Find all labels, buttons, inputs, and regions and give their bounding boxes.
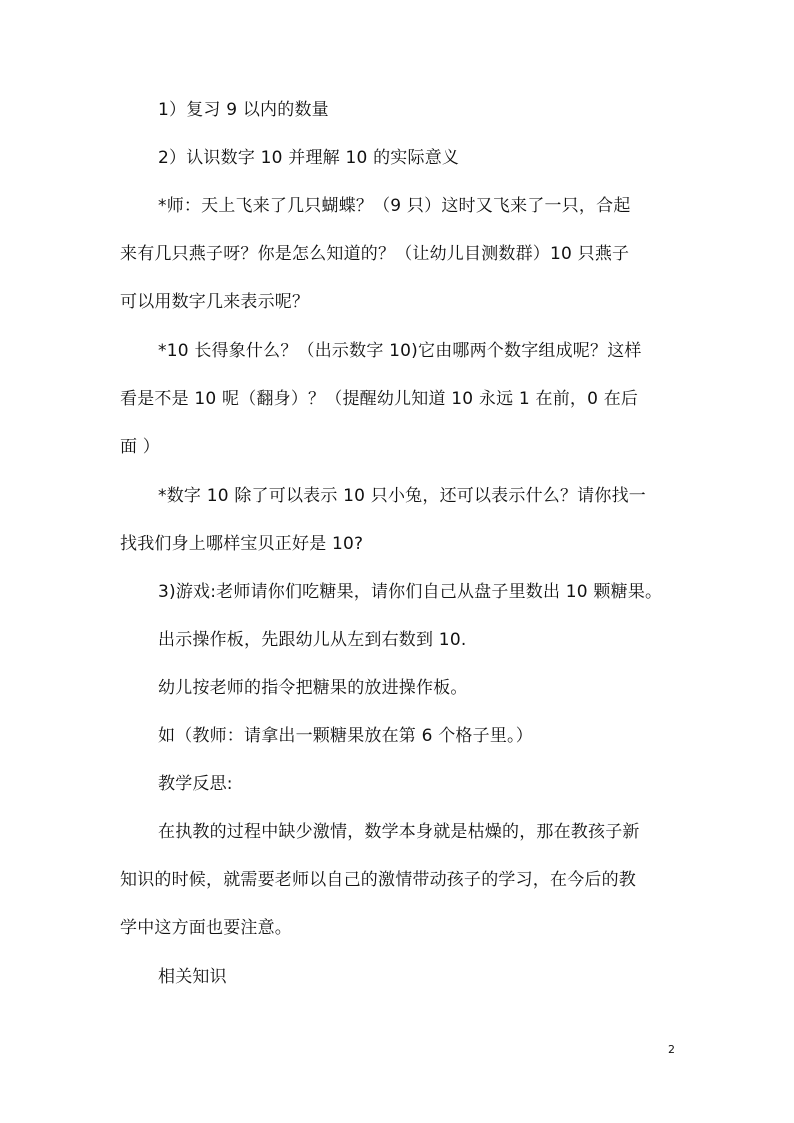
text-line: 来有几只燕子呀？你是怎么知道的？（让幼儿目测数群）10 只燕子 xyxy=(120,244,630,264)
text-line: 看是不是 10 呢（翻身）？（提醒幼儿知道 10 永远 1 在前，0 在后 xyxy=(120,389,639,409)
text-line: 教学反思: xyxy=(158,774,233,794)
text-line: 在执教的过程中缺少激情，数学本身就是枯燥的，那在教孩子新 xyxy=(158,822,640,842)
page-number: 2 xyxy=(668,1043,675,1056)
text-line: 面 ） xyxy=(120,437,161,457)
text-line: 1）复习 9 以内的数量 xyxy=(158,100,329,120)
text-line: *10 长得象什么？（出示数字 10)它由哪两个数字组成呢？这样 xyxy=(158,341,642,361)
text-line: 3)游戏:老师请你们吃糖果，请你们自己从盘子里数出 10 颗糖果。 xyxy=(158,582,663,602)
text-line: 知识的时候，就需要老师以自己的激情带动孩子的学习，在今后的教 xyxy=(120,870,636,890)
text-line: 幼儿按老师的指令把糖果的放进操作板。 xyxy=(158,678,468,698)
text-line: 出示操作板，先跟幼儿从左到右数到 10. xyxy=(158,630,467,650)
text-line: 可以用数字几来表示呢？ xyxy=(120,292,310,312)
text-line: *师：天上飞来了几只蝴蝶？（9 只）这时又飞来了一只，合起 xyxy=(158,196,631,216)
text-line: 找我们身上哪样宝贝正好是 10? xyxy=(120,534,364,554)
text-line: *数字 10 除了可以表示 10 只小兔，还可以表示什么？请你找一 xyxy=(158,486,646,506)
text-line: 学中这方面也要注意。 xyxy=(120,918,292,938)
text-line: 如（教师：请拿出一颗糖果放在第 6 个格子里。） xyxy=(158,726,533,746)
text-line: 相关知识 xyxy=(158,967,227,987)
text-line: 2）认识数字 10 并理解 10 的实际意义 xyxy=(158,148,460,168)
